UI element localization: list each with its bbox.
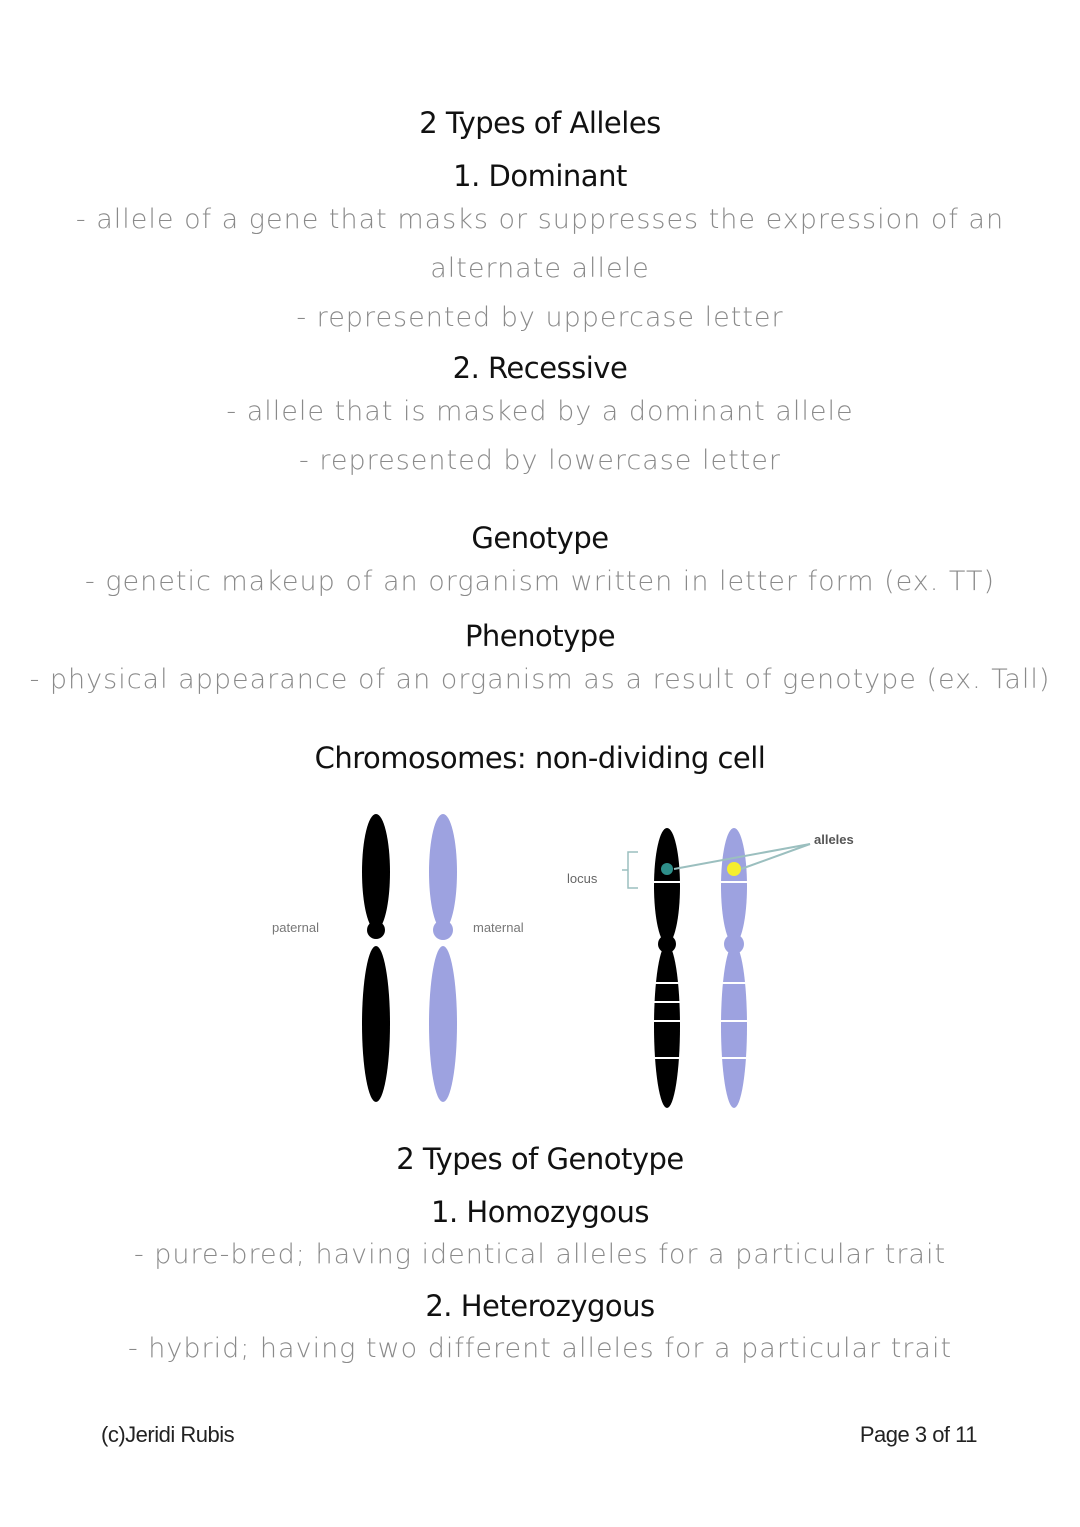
maternal-chromosome-banded xyxy=(721,828,747,1108)
recessive-representation: - represented by lowercase letter xyxy=(299,445,781,476)
heterozygous-heading: 2. Heterozygous xyxy=(425,1289,655,1323)
phenotype-heading: Phenotype xyxy=(464,619,616,653)
homozygous-definition: - pure-bred; having identical alleles for a particular trait xyxy=(133,1239,947,1270)
dominant-representation: - represented by uppercase letter xyxy=(296,302,784,333)
alleles-pointer-line xyxy=(741,844,810,869)
chromosomes-heading: Chromosomes: non-dividing cell xyxy=(314,741,766,775)
alleles-title: 2 Types of Alleles xyxy=(419,106,661,140)
alleles-label: alleles xyxy=(814,832,854,847)
dominant-definition-line2: alternate allele xyxy=(430,253,650,284)
locus-bracket xyxy=(622,852,638,888)
dominant-heading: 1. Dominant xyxy=(453,159,627,193)
paternal-chromosome xyxy=(362,814,390,1102)
recessive-heading: 2. Recessive xyxy=(452,351,628,385)
homozygous-heading: 1. Homozygous xyxy=(431,1195,649,1229)
phenotype-definition: - physical appearance of an organism as a result of genotype (ex. Tall) xyxy=(29,664,1051,695)
paternal-allele-dot xyxy=(661,863,673,875)
paternal-chromosome-banded xyxy=(654,828,680,1108)
copyright-footer: (c)Jeridi Rubis xyxy=(101,1422,235,1447)
maternal-allele-dot xyxy=(727,862,741,876)
genotype-definition: - genetic makeup of an organism written in letter form (ex. TT) xyxy=(85,566,995,597)
genotype-types-title: 2 Types of Genotype xyxy=(396,1142,684,1176)
chromosome-figure xyxy=(250,808,870,1118)
recessive-definition: - allele that is masked by a dominant allele xyxy=(226,396,854,427)
maternal-label: maternal xyxy=(473,920,524,935)
page-number: Page 3 of 11 xyxy=(859,1422,977,1447)
paternal-label: paternal xyxy=(272,920,319,935)
heterozygous-definition: - hybrid; having two different alleles for a particular trait xyxy=(127,1333,953,1364)
locus-label: locus xyxy=(567,871,598,886)
dominant-definition-line1: - allele of a gene that masks or suppresses the expression of an xyxy=(75,204,1005,235)
genotype-heading: Genotype xyxy=(471,521,609,555)
maternal-chromosome xyxy=(429,814,457,1102)
